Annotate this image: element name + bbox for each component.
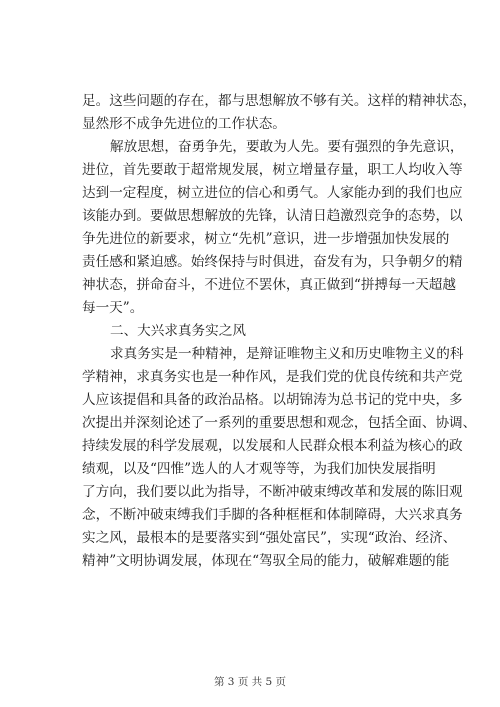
text-line: 了 方 向 ， 我 们 要 以 此 为 指 导 ， 不 断 冲 破 束 缚 改 革 和 发 展 的 陈 旧 观	[82, 484, 463, 500]
text-line: 显然形不成争先进位的工作状态。	[82, 116, 286, 132]
text-line: 每一天”。	[82, 300, 144, 316]
text-line: 争 先 进 位 的 新 要 求 ， 树 立 “ 先 机 ” 意 识 ， 进 一 步 增 强 加 快 发 展 的	[82, 231, 450, 247]
text-line: 念 ， 不 断 冲 破 束 缚 我 们 手 脚 的 各 种 框 框 和 体 制 障 碍 ， 大 兴 求 真 务	[82, 507, 463, 523]
page-footer: 第 3 页 共 5 页	[213, 676, 287, 688]
text-line: 足 。 这 些 问 题 的 存 在 ， 都 与 思 想 解 放 不 够 有 关 。 这 样 的 精 神 状 态 ，	[82, 93, 477, 109]
text-line: 绩 观 ， 以 及 “ 四 惟 ” 选 人 的 人 才 观 等 等 ， 为 我 们 加 快 发 展 指 明	[82, 461, 436, 477]
text-line: 实 之 风 ， 最 根 本 的 是 要 落 实 到 “ 强 处 富 民 ” ， 实 现 “ 政 治 、 经 济 、	[82, 530, 457, 546]
text-line: 持 续 发 展 的 科 学 发 展 观 ， 以 发 展 和 人 民 群 众 根 本 利 益 为 核 心 的 政	[82, 438, 463, 454]
text-line: 责 任 感 和 紧 迫 感 。 始 终 保 持 与 时 俱 进 ， 奋 发 有 为 ， 只 争 朝 夕 的 精	[82, 254, 463, 270]
text-line: 解 放 思 想 ， 奋 勇 争 先 ， 要 敢 为 人 先 。 要 有 强 烈 的 争 先 意 识 ，	[110, 139, 464, 155]
text-line: 神 状 态 ， 拼 命 奋 斗 ， 不 进 位 不 罢 休 ， 真 正 做 到 “ 拼 搏 每 一 天 超 越	[82, 277, 456, 293]
text-line: 该 能 办 到 。 要 做 思 想 解 放 的 先 锋 ， 认 清 日 趋 激 烈 竞 争 的 态 势 ， 以	[82, 208, 463, 224]
text-line: 进 位 ， 首 先 要 敢 于 超 常 规 发 展 ， 树 立 增 量 存 量 ， 职 工 人 均 收 入 等	[82, 162, 463, 178]
text-line: 次 提 出 并 深 刻 论 述 了 一 系 列 的 重 要 思 想 和 观 念 ， 包 括 全 面 、 协 调 、	[82, 415, 477, 431]
text-line: 学 精 神 ， 求 真 务 实 也 是 一 种 作 风 ， 是 我 们 党 的 优 良 传 统 和 共 产 党	[82, 369, 463, 385]
text-line: 精 神 ” 文 明 协 调 发 展 ， 体 现 在 “ 驾 驭 全 局 的 能 力 ， 破 解 难 题 的 能	[82, 553, 450, 569]
body-text	[82, 90, 477, 573]
text-line: 求 真 务 实 是 一 种 精 神 ， 是 辩 证 唯 物 主 义 和 历 史 唯 物 主 义 的 科	[110, 346, 464, 362]
text-line: 达 到 一 定 程 度 ， 树 立 进 位 的 信 心 和 勇 气 。 人 家 能 办 到 的 我 们 也 应	[82, 185, 463, 201]
text-line: 人 应 该 提 倡 和 具 备 的 政 治 品 格 。 以 胡 锦 涛 为 总 书 记 的 党 中 央 ， 多	[82, 392, 463, 408]
text-line: 二、大兴求真务实之风	[110, 323, 246, 339]
